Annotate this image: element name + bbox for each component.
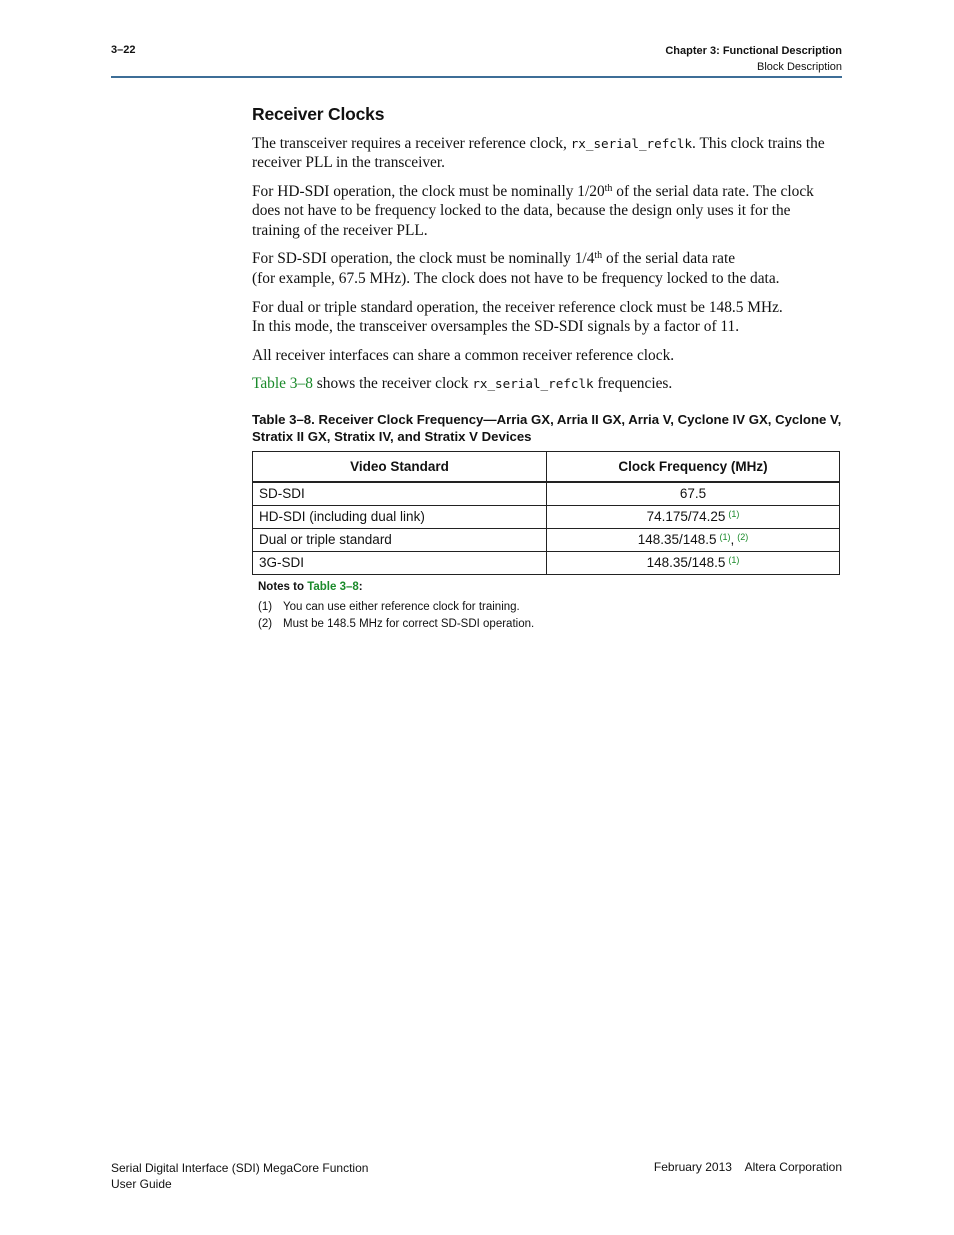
notes-title: Notes to Table 3–8: (258, 580, 363, 593)
document-type: User Guide (111, 1177, 172, 1191)
footnote-ref[interactable]: (2) (737, 532, 749, 543)
text: For HD-SDI operation, the clock must be nominally 1/20 (252, 183, 605, 201)
page-content (252, 104, 842, 635)
footer-left (111, 1160, 368, 1192)
text: shows the receiver clock (312, 375, 473, 393)
footnote-ref[interactable]: (1) (728, 509, 740, 520)
paragraph-2 (252, 182, 842, 240)
frequency-value: 148.35/148.5 (637, 532, 717, 548)
table-row (253, 528, 840, 551)
running-header (665, 43, 842, 75)
footer-right: February 2013 Altera Corporation (653, 1160, 842, 1174)
text: For SD-SDI operation, the clock must be nominally 1/4 (252, 250, 595, 268)
frequency-cell (547, 505, 840, 528)
frequency-value: 148.35/148.5 (646, 555, 726, 571)
section-name: Block Description (757, 61, 842, 73)
note-number: (1) (258, 600, 273, 613)
column-header: Video Standard (253, 451, 547, 482)
column-header: Clock Frequency (MHz) (547, 451, 840, 482)
clock-frequency-table (252, 451, 840, 575)
text: For dual or triple standard operation, the receiver reference clock must be 148.5 MHz. (252, 298, 783, 316)
chapter-title: Chapter 3: Functional Description (665, 45, 842, 57)
paragraph-6 (252, 374, 842, 393)
header-rule (111, 76, 842, 78)
table-notes (258, 581, 842, 630)
text: . This clock trains the receiver PLL in the transceiver. (252, 135, 825, 172)
paragraph-4 (252, 298, 842, 337)
video-standard-cell: SD-SDI (253, 482, 547, 506)
caption-line: Table 3–8. Receiver Clock Frequency—Arria GX, Arria II GX, Arria V, Cyclone IV GX, Cyclone V, (252, 411, 842, 427)
caption-line: Stratix II GX, Stratix IV, and Stratix V Devices (252, 428, 532, 444)
table-header-row (253, 451, 840, 482)
section-title: Receiver Clocks (252, 104, 385, 124)
note-item (258, 618, 842, 630)
video-standard-cell: Dual or triple standard (253, 528, 547, 551)
code-signal: rx_serial_refclk (570, 136, 693, 151)
text: frequencies. (593, 375, 673, 393)
document-title: Serial Digital Interface (SDI) MegaCore Function (111, 1161, 369, 1175)
superscript: th (604, 183, 613, 195)
text: In this mode, the transceiver oversamples the SD-SDI signals by a factor of 11. (252, 317, 740, 335)
note-text: Must be 148.5 MHz for correct SD-SDI operation. (283, 617, 535, 630)
footnote-ref[interactable]: (1) (719, 532, 731, 543)
note-number: (2) (258, 617, 273, 630)
table-row (253, 505, 840, 528)
table-row (253, 482, 840, 506)
frequency-value: 67.5 (679, 486, 707, 502)
frequency-cell: 148.35/148.5 $^{(1)}$, $^{(2)}$ (547, 528, 840, 551)
video-standard-cell: HD-SDI (including dual link) (253, 505, 547, 528)
video-standard-cell: 3G-SDI (253, 551, 547, 574)
superscript: th (594, 250, 603, 262)
text: of the serial data rate (602, 250, 736, 268)
table-link[interactable]: Table 3–8 (252, 375, 313, 393)
table-link[interactable]: Table 3–8 (307, 580, 359, 593)
table-caption (252, 411, 842, 445)
note-text: You can use either reference clock for training. (283, 600, 520, 613)
note-item (258, 601, 842, 613)
code-signal: rx_serial_refclk (472, 376, 594, 392)
footnote-ref[interactable]: (1) (728, 555, 740, 566)
text: The transceiver requires a receiver reference clock, (252, 135, 571, 152)
paragraph-1 (252, 134, 842, 173)
page-number: 3–22 (111, 44, 136, 56)
table-row (253, 551, 840, 574)
text: (for example, 67.5 MHz). The clock does not have to be frequency locked to the data. (252, 269, 780, 287)
paragraph-5: All receiver interfaces can share a common receiver reference clock. (252, 346, 675, 364)
text: Notes to (258, 580, 308, 593)
frequency-cell (547, 482, 840, 506)
paragraph-3 (252, 249, 842, 288)
frequency-cell (547, 551, 840, 574)
frequency-value: 74.175/74.25 (646, 509, 726, 525)
text: of the serial data rate. The clock does not have to be frequency locked to the data, because the design only uses it for the training of the receiver PLL. (252, 183, 814, 239)
